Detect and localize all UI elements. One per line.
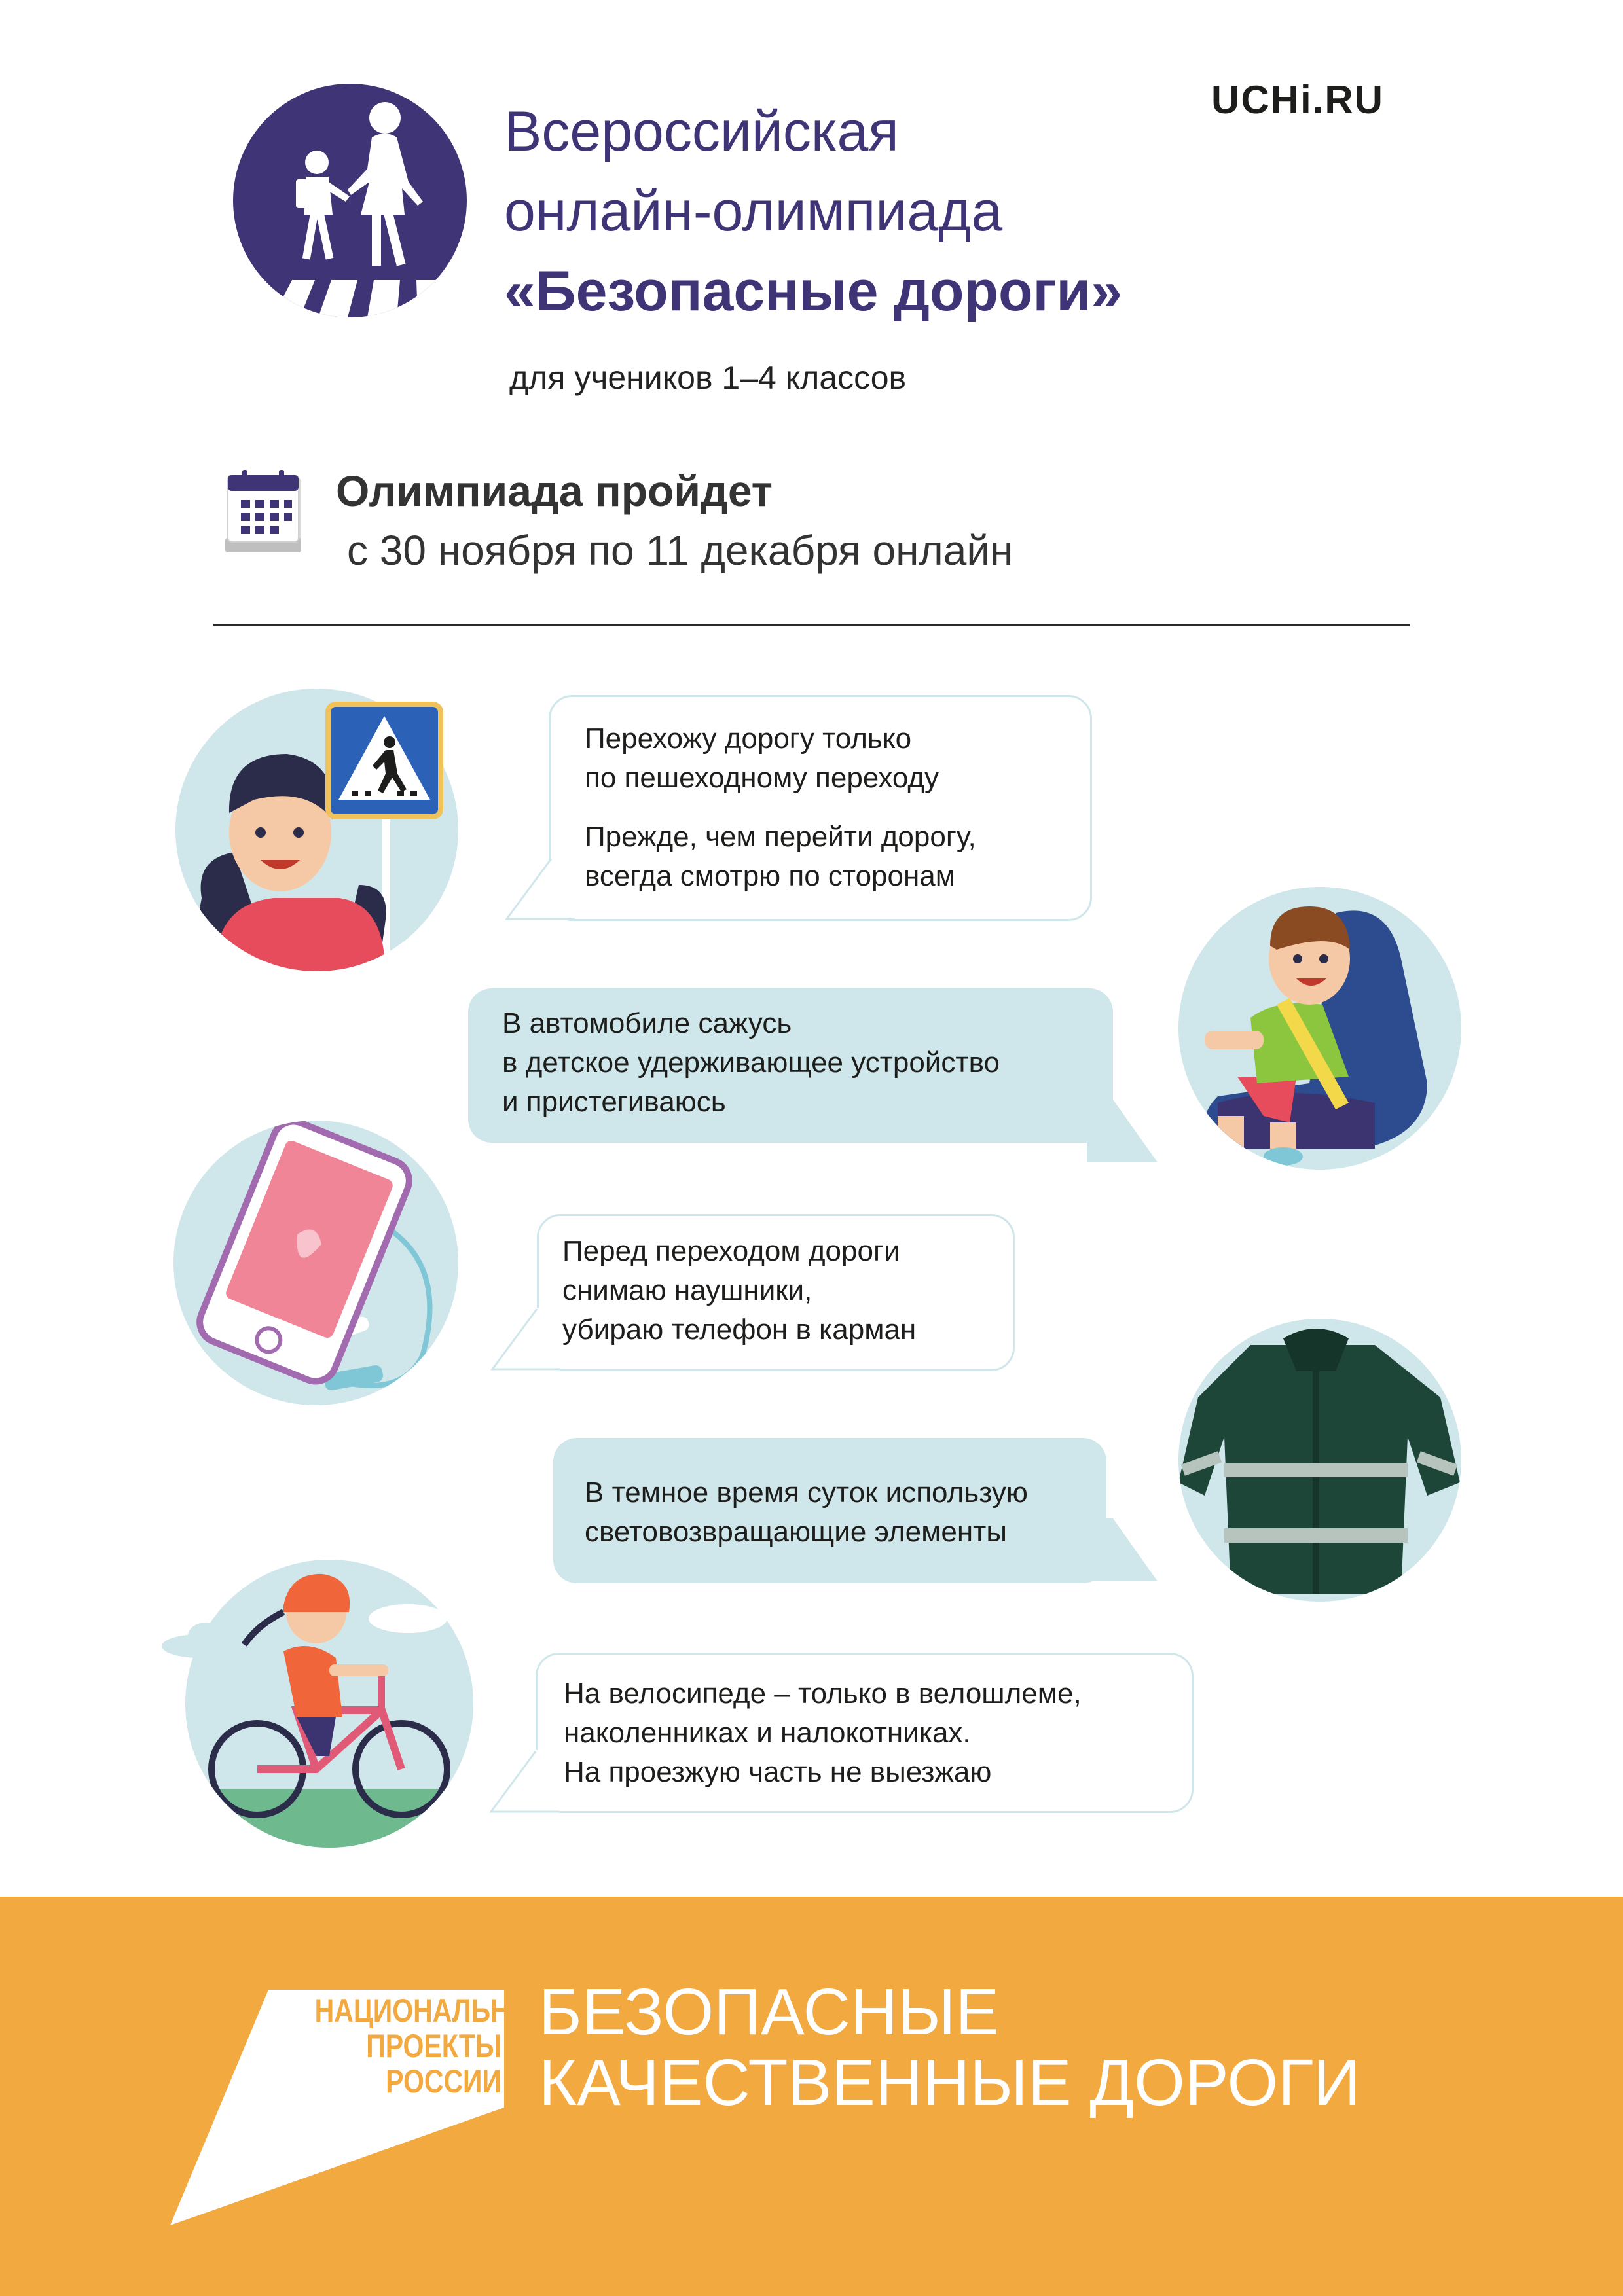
bubble-tail (1087, 1518, 1159, 1584)
footer-title-line-2: КАЧЕСТВЕННЫЕ ДОРОГИ (539, 2046, 1361, 2119)
olympiad-title (504, 92, 1122, 331)
title-line-1: Всероссийская (504, 100, 899, 163)
bubble-tail (504, 857, 576, 923)
olympiad-logo-icon (233, 84, 467, 317)
bubble-tail (490, 1308, 562, 1373)
footer-title (539, 1977, 1360, 2118)
grades-subtitle: для учеников 1–4 классов (509, 359, 907, 396)
title-line-3: «Безопасные дороги» (504, 260, 1123, 323)
rule-1-line-3: Прежде, чем перейти дорогу, (585, 821, 976, 853)
rule-5-line-2: наколенниках и налокотниках. (564, 1717, 971, 1749)
rule-5-line-1: На велосипеде – только в велошлеме, (564, 1677, 1082, 1710)
rule-5-line-3: На проезжую часть не выезжаю (564, 1756, 992, 1788)
rule-4-line-1: В темное время суток использую (585, 1477, 1028, 1509)
rule-3-line-1: Перед переходом дороги (562, 1235, 900, 1267)
np-line-3: РОССИИ (386, 2063, 501, 2100)
national-projects-logo-text (314, 1992, 555, 2100)
brand-logo: UCHi.RU (1211, 78, 1384, 122)
rule-bubble-2 (468, 988, 1113, 1143)
reflective-jacket-icon (1178, 1319, 1461, 1602)
np-line-2: ПРОЕКТЫ (366, 2028, 501, 2064)
rule-2-line-3: и пристегиваюсь (502, 1086, 726, 1118)
rule-bubble-4 (553, 1438, 1106, 1583)
rule-bubble-1 (549, 695, 1092, 921)
title-line-2: онлайн-олимпиада (504, 180, 1003, 243)
boy-car-seat-icon (1178, 887, 1461, 1170)
footer-title-line-1: БЕЗОПАСНЫЕ (539, 1975, 1000, 2049)
rule-1-line-2: по пешеходному переходу (585, 762, 939, 794)
np-line-1: НАЦИОНАЛЬНЫЕ (314, 1992, 555, 2029)
dates-title: Олимпиада пройдет (336, 467, 773, 515)
rule-1-line-1: Перехожу дорогу только (585, 723, 912, 755)
cloud-icon (160, 1620, 239, 1659)
bubble-tail (1087, 1100, 1159, 1165)
rule-1-line-4: всегда смотрю по сторонам (585, 860, 956, 892)
crosswalk-sign-icon (325, 702, 443, 819)
rule-2-line-2: в детское удерживающее устройство (502, 1047, 1000, 1079)
rule-bubble-5 (536, 1653, 1194, 1813)
rule-3-line-2: снимаю наушники, (562, 1274, 812, 1306)
rule-bubble-3 (537, 1214, 1015, 1371)
bubble-tail (488, 1750, 560, 1816)
divider (213, 624, 1410, 626)
rule-3-line-3: убираю телефон в карман (562, 1314, 917, 1346)
girl-bicycle-icon (185, 1560, 473, 1848)
phone-headphones-icon (173, 1121, 458, 1405)
calendar-icon (221, 470, 306, 556)
dates-range: с 30 ноября по 11 декабря онлайн (347, 527, 1013, 574)
rule-2-line-1: В автомобиле сажусь (502, 1007, 792, 1039)
rule-4-line-2: световозвращающие элементы (585, 1516, 1007, 1548)
